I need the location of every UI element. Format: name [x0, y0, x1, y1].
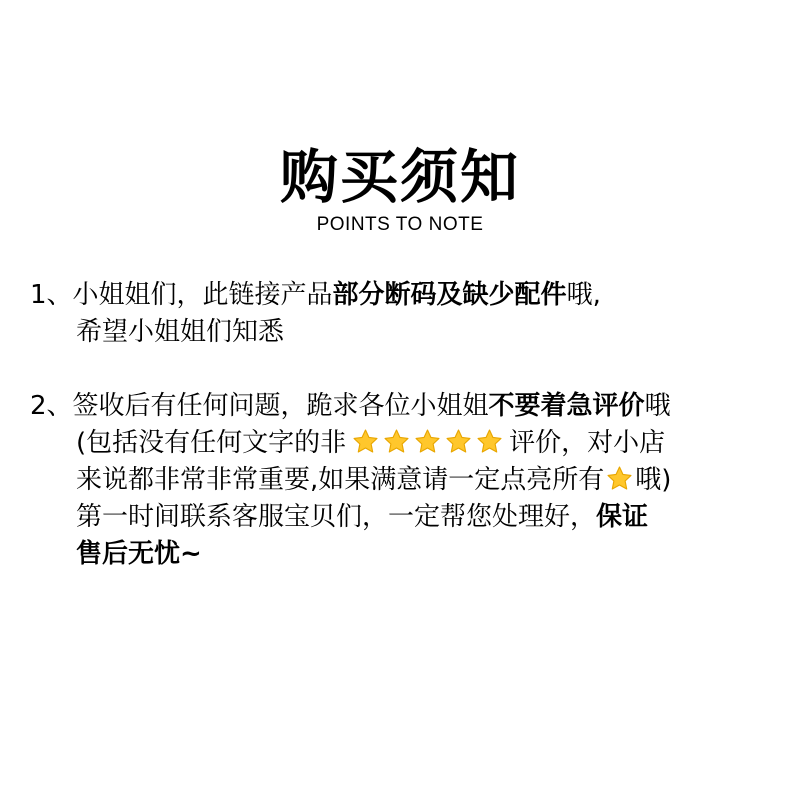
text: 哦,	[566, 280, 601, 310]
text: 2、签收后有任何问题，跪求各位小姐姐	[30, 391, 489, 421]
text: 哦	[644, 391, 671, 421]
star-icon	[414, 428, 441, 455]
text: 1、小姐姐们，此链接产品	[30, 280, 333, 310]
text: (包括没有任何文字的非	[76, 428, 347, 458]
emphasis-text: 保证	[596, 502, 649, 532]
star-icon	[476, 428, 503, 455]
star-icon	[445, 428, 472, 455]
emphasis-text: 不要着急评价	[488, 391, 645, 421]
text: 来说都非常非常重要,如果满意请一定点亮所有	[76, 465, 605, 495]
star-icon	[352, 428, 379, 455]
notice-item-1-line-1	[30, 277, 780, 314]
five-star-rating	[350, 425, 505, 462]
notice-item-2-line-3	[30, 462, 780, 499]
notice-item-2-line-4	[30, 499, 780, 536]
notice-item-2-line-2	[30, 425, 780, 462]
notice-item-1	[30, 277, 780, 351]
page-subtitle: POINTS TO NOTE	[316, 214, 484, 235]
text: 哦)	[635, 465, 672, 495]
star-icon	[383, 428, 410, 455]
text: 第一时间联系客服宝贝们，一定帮您处理好，	[76, 502, 597, 532]
notice-item-1-line-2: 希望小姐姐们知悉	[76, 317, 285, 347]
star-icon	[606, 465, 633, 492]
text: 评价，对小店	[509, 428, 666, 458]
notice-item-2	[30, 388, 780, 573]
page-title: 购买须知	[279, 143, 520, 211]
notice-item-2-line-5: 售后无忧~	[76, 539, 202, 569]
emphasis-text: 部分断码及缺少配件	[332, 280, 567, 310]
notice-item-2-line-1	[30, 388, 780, 425]
